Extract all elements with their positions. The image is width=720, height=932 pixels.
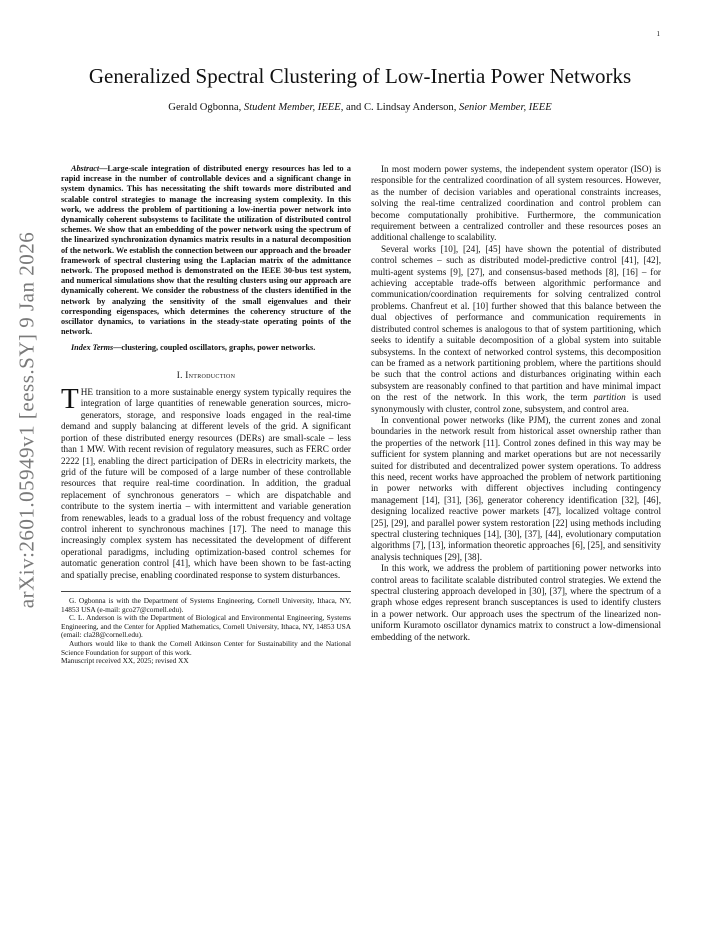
- index-terms-label: Index Terms: [71, 343, 114, 353]
- intro-first-word: HE: [80, 387, 93, 398]
- abstract: [61, 164, 351, 337]
- footnote-manuscript-dates: Manuscript received XX, 2025; revised XX: [61, 656, 189, 666]
- intro-paragraph-1: [61, 383, 351, 581]
- drop-cap: T: [61, 383, 79, 416]
- section-heading-introduction: I. Introduction: [176, 369, 236, 380]
- arxiv-stamp: [2, 160, 52, 680]
- author-conjunction: and: [346, 102, 362, 113]
- right-paragraph-2-text-b: is used synonymously with cluster, control zone, subsystem, and control area.: [371, 392, 662, 414]
- right-paragraph-1: In most modern power systems, the independent system operator (ISO) is responsible for the centralized coordination of all system resources. However, as the number of decision variables and operational constraints increases, solving the real-time centralized coordination and control problem can become computationally prohibitive. Furthermore, the communication requirement between a centralized controller and these resources poses an additional challenge to scalability.: [371, 164, 661, 243]
- arxiv-stamp-text: arXiv:2601.05949v1 [eess.SY] 9 Jan 2026: [14, 231, 39, 609]
- footnotes: [61, 591, 351, 666]
- abstract-label: Abstract: [71, 164, 100, 173]
- footnote-author-1: G. Ogbonna is with the Department of Systems Engineering, Cornell University, Ithaca, NY, 14853 USA (e-mail: gco27@cornell.edu).: [61, 595, 351, 614]
- author-1-name: Gerald Ogbonna,: [168, 102, 242, 113]
- right-column: [371, 164, 661, 643]
- index-terms: [61, 343, 351, 353]
- author-2-name: C. Lindsay Anderson,: [363, 102, 457, 113]
- right-paragraph-2: [371, 244, 661, 415]
- footnote-author-2: C. L. Anderson is with the Department of Biological and Environmental Engineering, Systems Engineering, and the Center for Applied Mathematics, Cornell University, Ithaca, NY, 14853 USA (email: cla28@cornell.edu).: [61, 613, 351, 640]
- footnote-acknowledgment: Authors would like to thank the Cornell Atkinson Center for Sustainability and the National Science Foundation for support of this work.: [61, 638, 351, 657]
- abstract-text: —Large-scale integration of distributed energy resources has led to a rapid increase in the number of controllable devices and a significant change in system dynamics. This has necessitating the shift towards more distributed and scalable control strategies to manage the increasing system complexity. In this work, we address the problem of partitioning a low-inertia power network into dynamically coherent subsystems to facilitate the utilization of distributed control schemes. We show that an embedding of the power network using the spectrum of the linearized synchronization dynamics matrix results in a natural decomposition of the network. We establish the connection between our approach and the broader framework of spectral clustering using the Laplacian matrix of the admittance network. The proposed method is demonstrated on the IEEE 30-bus test system, and numerical simulations show that the resulting clusters using our approach are dynamically coherent. We consider the robustness of the clusters identified in the network by analyzing the sensitivity of the small eigenvalues and their corresponding eigenspaces, which determines the coherency structure of the oscillator dynamics, to variations in the steady-state operating points of the network.: [61, 164, 351, 337]
- right-paragraph-4: In this work, we address the problem of partitioning power networks into control areas to facilitate scalable distributed control strategies. We extend the spectral clustering approach developed in [30], [37], where the spectrum of a graph whose edges represent branch susceptances is used to identify clusters in a power network. Our approach uses the spectrum of the linearized non-uniform Kuramoto oscillator dynamics matrix to construct a low-dimensional embedding of the network.: [371, 563, 661, 642]
- page-number: 1: [656, 30, 660, 38]
- left-column: [61, 164, 351, 666]
- author-line: [60, 102, 660, 113]
- right-paragraph-2-emphasis: partition: [593, 392, 626, 403]
- index-terms-text: —clustering, coupled oscillators, graphs, power networks.: [113, 343, 316, 353]
- intro-paragraph-1-text: transition to a more sustainable energy system typically requires the integration of large quantities of renewable generation sources, micro-generators, storage, and responsive loads engaged in the real-time demand and supply balancing at different levels of the grid. A significant portion of these distributed energy resources (DERs) are small-scale – less than 1 MW. With recent revision of regulatory measures, such as FERC order 2222 [1], enabling the direct participation of DERs in electricity markets, the grid of the future will be composed of a large number of these controllable resources that require real-time coordination. In addition, the gradual replacement of synchronous generators – which are dispatchable and contribute to the system inertia – with intermittent and variable generation from renewables, leads to a gradual loss of the robust frequency and voltage control inherent to synchronous machines [17]. The need to manage this increasingly complex system has necessitated the development of different operational paradigms, including optimization-based control schemes for automatic generation control [41], which have been shown to be fast-acting and spatially precise, enabling coordinated response to system disturbances.: [61, 387, 351, 580]
- right-paragraph-3: In conventional power networks (like PJM), the current zones and zonal boundaries in the network result from historical asset ownership rather than the properties of the network [11]. Control zones defined in this way may be sufficient for system planning and market operations but are not necessarily suited for distributed and decentralized power system operations. To address this need, recent works have approached the problem of network partitioning in power networks with different objectives including contingency management [14], [31], [36], generator coherency identification [32], [46], designing localized reactive power markets [47], localized voltage control [25], [29], and parallel power system restoration [22] using methods including spectral clustering techniques [14], [30], [37], [44], evolutionary computation algorithms [7], [13], information theoretic approaches [6], [25], and sensitivity analysis techniques [29], [38].: [371, 414, 661, 562]
- author-2-role: Senior Member, IEEE: [459, 102, 552, 113]
- right-paragraph-2-text-a: Several works [10], [24], [45] have shown the potential of distributed control schemes – such as distributed model-predictive control [41], [42], multi-agent systems [9], [27], and consensus-based methods [8], [16] – for achieving acceptable trade-offs between algorithmic performance and communication/coordination requirements for solving centralized control problems. Chanfreut et al. [10] further showed that this balance between the dual objectives of performance and communication requirements in distributed control schemes is analogous to that of system partitioning, which seeks to identify a suitable decomposition of a global system into suitable subsystems. In the context of networked control systems, this decomposition can be framed as a network partitioning problem, where the partitions should be such that the control actions and disturbances originating within each subsystem are reasonably confined to that partition and have minimal impact on the rest of the network. In this work, the term: [371, 243, 661, 403]
- paper-title: Generalized Spectral Clustering of Low-Inertia Power Networks: [88, 64, 632, 88]
- author-1-role: Student Member, IEEE,: [243, 102, 344, 113]
